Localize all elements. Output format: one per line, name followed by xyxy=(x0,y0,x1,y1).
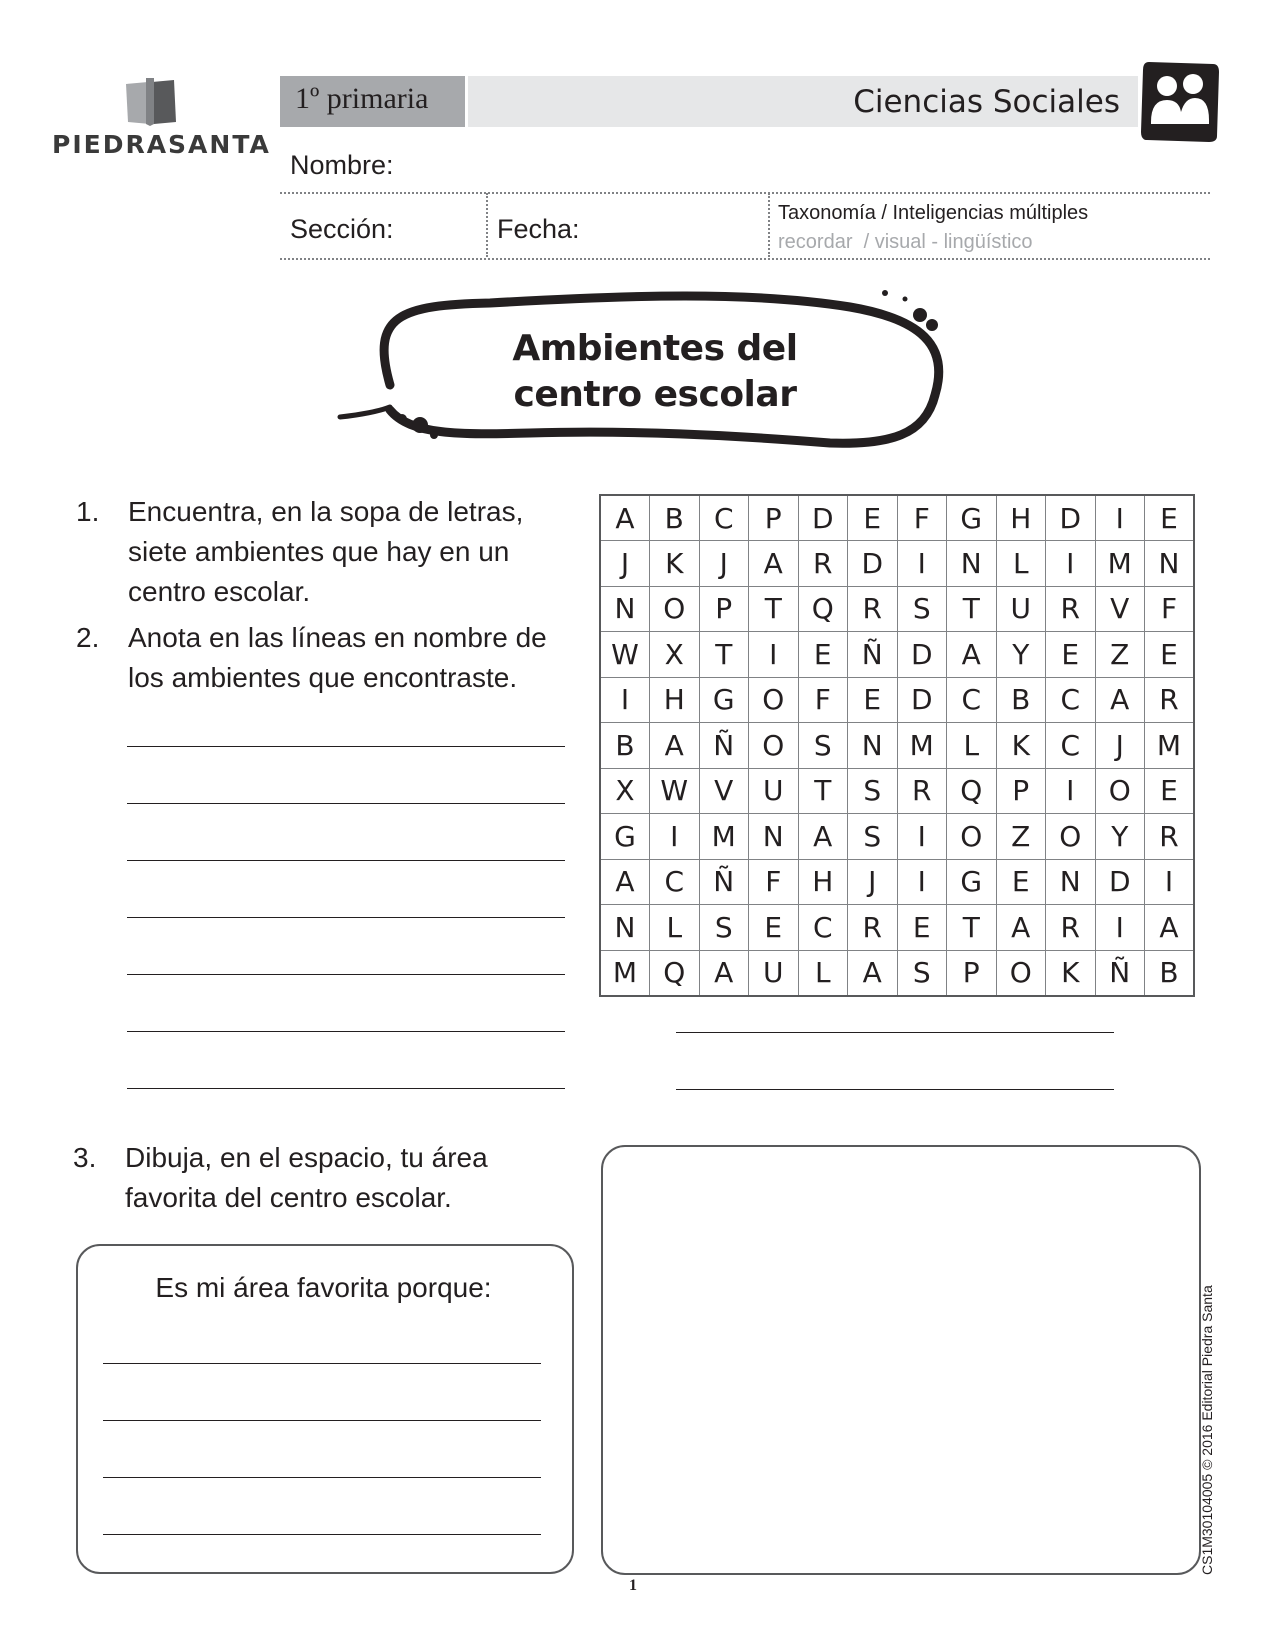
word-search-grid xyxy=(599,494,1195,997)
grid-cell[interactable]: O xyxy=(996,950,1046,996)
grid-cell[interactable]: E xyxy=(1145,768,1195,814)
grid-cell[interactable]: E xyxy=(897,905,947,951)
grid-cell[interactable]: W xyxy=(600,632,650,678)
grid-cell[interactable]: A xyxy=(947,632,997,678)
grid-cell[interactable]: B xyxy=(1145,950,1195,996)
reason-line[interactable] xyxy=(103,1534,541,1535)
grid-cell[interactable]: F xyxy=(798,677,848,723)
grid-cell[interactable]: U xyxy=(749,768,799,814)
grid-cell[interactable]: I xyxy=(1046,768,1096,814)
grid-cell[interactable]: E xyxy=(1145,495,1195,541)
grid-cell[interactable]: O xyxy=(749,677,799,723)
grid-cell[interactable]: M xyxy=(600,950,650,996)
answer-line[interactable] xyxy=(127,1031,565,1032)
brand-logo xyxy=(52,72,271,162)
grid-cell[interactable]: I xyxy=(1046,541,1096,587)
grid-cell[interactable]: B xyxy=(996,677,1046,723)
instruction-3: 3. Dibuja, en el espacio, tu área favorita del centro escolar. xyxy=(73,1142,488,1213)
grid-cell[interactable]: R xyxy=(798,541,848,587)
grid-row xyxy=(600,814,1194,860)
grid-cell[interactable]: Ñ xyxy=(699,859,749,905)
answer-line[interactable] xyxy=(127,860,565,861)
page-title: Ambientes del centro escolar xyxy=(512,328,798,415)
grid-cell[interactable]: B xyxy=(600,723,650,769)
grid-cell[interactable]: I xyxy=(600,677,650,723)
grid-cell[interactable]: A xyxy=(699,950,749,996)
grid-cell[interactable]: M xyxy=(1095,541,1145,587)
grid-cell[interactable]: Z xyxy=(996,814,1046,860)
grid-cell[interactable]: M xyxy=(699,814,749,860)
grid-cell[interactable]: N xyxy=(1145,541,1195,587)
grid-cell[interactable]: O xyxy=(650,586,700,632)
grid-cell[interactable]: G xyxy=(600,814,650,860)
grid-cell[interactable]: R xyxy=(1046,586,1096,632)
grid-cell[interactable]: L xyxy=(650,905,700,951)
grid-cell[interactable]: Q xyxy=(798,586,848,632)
grid-cell[interactable]: L xyxy=(798,950,848,996)
drawing-area[interactable] xyxy=(601,1145,1201,1575)
grid-cell[interactable]: R xyxy=(848,586,898,632)
grid-cell[interactable]: S xyxy=(848,814,898,860)
grid-cell[interactable]: P xyxy=(996,768,1046,814)
grid-cell[interactable]: N xyxy=(600,586,650,632)
grid-cell[interactable]: N xyxy=(749,814,799,860)
grid-cell[interactable]: O xyxy=(749,723,799,769)
grid-cell[interactable]: I xyxy=(897,541,947,587)
grid-cell[interactable]: E xyxy=(1046,632,1096,678)
grid-cell[interactable]: I xyxy=(897,814,947,860)
grid-cell[interactable]: O xyxy=(1046,814,1096,860)
grid-cell[interactable]: G xyxy=(699,677,749,723)
grid-cell[interactable]: Z xyxy=(1095,632,1145,678)
grid-cell[interactable]: A xyxy=(798,814,848,860)
grid-cell[interactable]: U xyxy=(996,586,1046,632)
grid-cell[interactable]: M xyxy=(1145,723,1195,769)
grid-cell[interactable]: K xyxy=(1046,950,1096,996)
grid-cell[interactable]: X xyxy=(650,632,700,678)
grid-cell[interactable]: O xyxy=(947,814,997,860)
answer-line[interactable] xyxy=(127,746,565,747)
date-label: Fecha: xyxy=(497,214,580,244)
taxonomy-label: Taxonomía / Inteligencias múltiples xyxy=(778,202,1089,224)
grid-cell[interactable]: K xyxy=(996,723,1046,769)
grid-cell[interactable]: A xyxy=(600,859,650,905)
reason-line[interactable] xyxy=(103,1477,541,1478)
divider xyxy=(280,192,1210,194)
grid-cell[interactable]: R xyxy=(848,905,898,951)
favorite-reason-label: Es mi área favorita porque: xyxy=(155,1272,492,1303)
book-icon xyxy=(124,76,178,126)
grid-cell[interactable]: L xyxy=(996,541,1046,587)
grid-cell[interactable]: V xyxy=(699,768,749,814)
grid-cell[interactable]: J xyxy=(848,859,898,905)
grid-cell[interactable]: H xyxy=(798,859,848,905)
grid-cell[interactable]: Ñ xyxy=(848,632,898,678)
grid-cell[interactable]: Ñ xyxy=(1095,950,1145,996)
grid-cell[interactable]: D xyxy=(897,632,947,678)
grid-cell[interactable]: D xyxy=(848,541,898,587)
grid-cell[interactable]: S xyxy=(848,768,898,814)
answer-line[interactable] xyxy=(676,1032,1114,1033)
grid-cell[interactable]: R xyxy=(897,768,947,814)
grid-cell[interactable]: V xyxy=(1095,586,1145,632)
reason-line[interactable] xyxy=(103,1420,541,1421)
page-number: 1 xyxy=(629,1577,637,1594)
grid-row xyxy=(600,768,1194,814)
grid-cell[interactable]: P xyxy=(699,586,749,632)
divider xyxy=(768,193,770,257)
grid-cell[interactable]: D xyxy=(798,495,848,541)
grid-cell[interactable]: I xyxy=(1145,859,1195,905)
grid-row xyxy=(600,586,1194,632)
grid-cell[interactable]: T xyxy=(947,586,997,632)
grid-cell[interactable]: D xyxy=(1095,859,1145,905)
answer-line[interactable] xyxy=(127,917,565,918)
grid-cell[interactable]: N xyxy=(947,541,997,587)
grid-cell[interactable]: I xyxy=(749,632,799,678)
grid-cell[interactable]: J xyxy=(699,541,749,587)
grid-cell[interactable]: I xyxy=(1095,905,1145,951)
grid-row xyxy=(600,905,1194,951)
grid-cell[interactable]: O xyxy=(1095,768,1145,814)
grid-cell[interactable]: S xyxy=(798,723,848,769)
grid-cell[interactable]: Q xyxy=(650,950,700,996)
instruction-2: 2. Anota en las líneas en nombre de los ambientes que encontraste. xyxy=(76,622,547,693)
grade-label: 1º primaria xyxy=(295,82,429,115)
name-label: Nombre: xyxy=(290,150,394,180)
grid-cell[interactable]: I xyxy=(897,859,947,905)
grid-cell[interactable]: H xyxy=(996,495,1046,541)
grid-cell[interactable]: E xyxy=(749,905,799,951)
grid-cell[interactable]: N xyxy=(1046,859,1096,905)
grid-cell[interactable]: T xyxy=(749,586,799,632)
answer-line[interactable] xyxy=(127,1088,565,1089)
taxonomy-value: recordar / visual - lingüístico xyxy=(778,231,1033,253)
grid-cell[interactable]: T xyxy=(798,768,848,814)
grid-cell[interactable]: N xyxy=(848,723,898,769)
grid-cell[interactable]: L xyxy=(947,723,997,769)
grid-row xyxy=(600,859,1194,905)
grid-cell[interactable]: A xyxy=(1145,905,1195,951)
grid-cell[interactable]: A xyxy=(600,495,650,541)
grid-row xyxy=(600,677,1194,723)
grid-cell[interactable]: C xyxy=(1046,677,1096,723)
divider xyxy=(486,193,488,257)
grid-cell[interactable]: T xyxy=(947,905,997,951)
grid-cell[interactable]: R xyxy=(1145,677,1195,723)
grid-cell[interactable]: I xyxy=(1095,495,1145,541)
grid-cell[interactable]: W xyxy=(650,768,700,814)
grid-cell[interactable]: C xyxy=(1046,723,1096,769)
grid-cell[interactable]: J xyxy=(600,541,650,587)
grid-cell[interactable]: S xyxy=(897,950,947,996)
grid-cell[interactable]: K xyxy=(650,541,700,587)
grid-cell[interactable]: I xyxy=(650,814,700,860)
grid-row xyxy=(600,632,1194,678)
answer-line[interactable] xyxy=(127,974,565,975)
instruction-1: 1. Encuentra, en la sopa de letras, siete ambientes que hay en un centro escolar. xyxy=(76,496,524,607)
subject-label: Ciencias Sociales xyxy=(853,84,1120,120)
grid-cell[interactable]: B xyxy=(650,495,700,541)
grid-cell[interactable]: X xyxy=(600,768,650,814)
section-label: Sección: xyxy=(290,214,394,244)
answer-line[interactable] xyxy=(676,1089,1114,1090)
answer-line[interactable] xyxy=(127,803,565,804)
grid-cell[interactable]: F xyxy=(749,859,799,905)
grid-cell[interactable]: Y xyxy=(1095,814,1145,860)
grid-cell[interactable]: A xyxy=(749,541,799,587)
grid-cell[interactable]: H xyxy=(650,677,700,723)
reason-line[interactable] xyxy=(103,1363,541,1364)
grid-cell[interactable]: R xyxy=(1046,905,1096,951)
grid-cell[interactable]: G xyxy=(947,495,997,541)
grid-row xyxy=(600,950,1194,996)
grid-cell[interactable]: A xyxy=(650,723,700,769)
grid-cell[interactable]: F xyxy=(1145,586,1195,632)
grid-cell[interactable]: C xyxy=(650,859,700,905)
grid-cell[interactable]: Ñ xyxy=(699,723,749,769)
grid-cell[interactable]: D xyxy=(1046,495,1096,541)
grid-cell[interactable]: M xyxy=(897,723,947,769)
grid-cell[interactable]: Q xyxy=(947,768,997,814)
grid-cell[interactable]: Y xyxy=(996,632,1046,678)
grid-cell[interactable]: J xyxy=(1095,723,1145,769)
grid-row xyxy=(600,541,1194,587)
grid-cell[interactable]: G xyxy=(947,859,997,905)
grid-cell[interactable]: S xyxy=(897,586,947,632)
grid-cell[interactable]: P xyxy=(749,495,799,541)
grid-cell[interactable]: U xyxy=(749,950,799,996)
grid-cell[interactable]: D xyxy=(897,677,947,723)
grid-cell[interactable]: S xyxy=(699,905,749,951)
grid-cell[interactable]: E xyxy=(848,495,898,541)
grid-cell[interactable]: P xyxy=(947,950,997,996)
grid-cell[interactable]: E xyxy=(996,859,1046,905)
grid-cell[interactable]: C xyxy=(798,905,848,951)
grid-cell[interactable]: T xyxy=(699,632,749,678)
grid-cell[interactable]: E xyxy=(798,632,848,678)
grid-cell[interactable]: A xyxy=(1095,677,1145,723)
grid-cell[interactable]: C xyxy=(699,495,749,541)
copyright: CS1M30104005 © 2016 Editorial Piedra Santa xyxy=(1199,1285,1215,1575)
grid-cell[interactable]: A xyxy=(996,905,1046,951)
divider xyxy=(280,258,1210,260)
grid-cell[interactable]: R xyxy=(1145,814,1195,860)
grid-cell[interactable]: E xyxy=(1145,632,1195,678)
grid-cell[interactable]: N xyxy=(600,905,650,951)
brand-name: PIEDRASANTA xyxy=(52,130,271,159)
grid-cell[interactable]: A xyxy=(848,950,898,996)
grid-row xyxy=(600,495,1194,541)
grid-cell[interactable]: F xyxy=(897,495,947,541)
grid-cell[interactable]: E xyxy=(848,677,898,723)
grid-row xyxy=(600,723,1194,769)
grid-cell[interactable]: C xyxy=(947,677,997,723)
people-icon xyxy=(1139,60,1219,144)
